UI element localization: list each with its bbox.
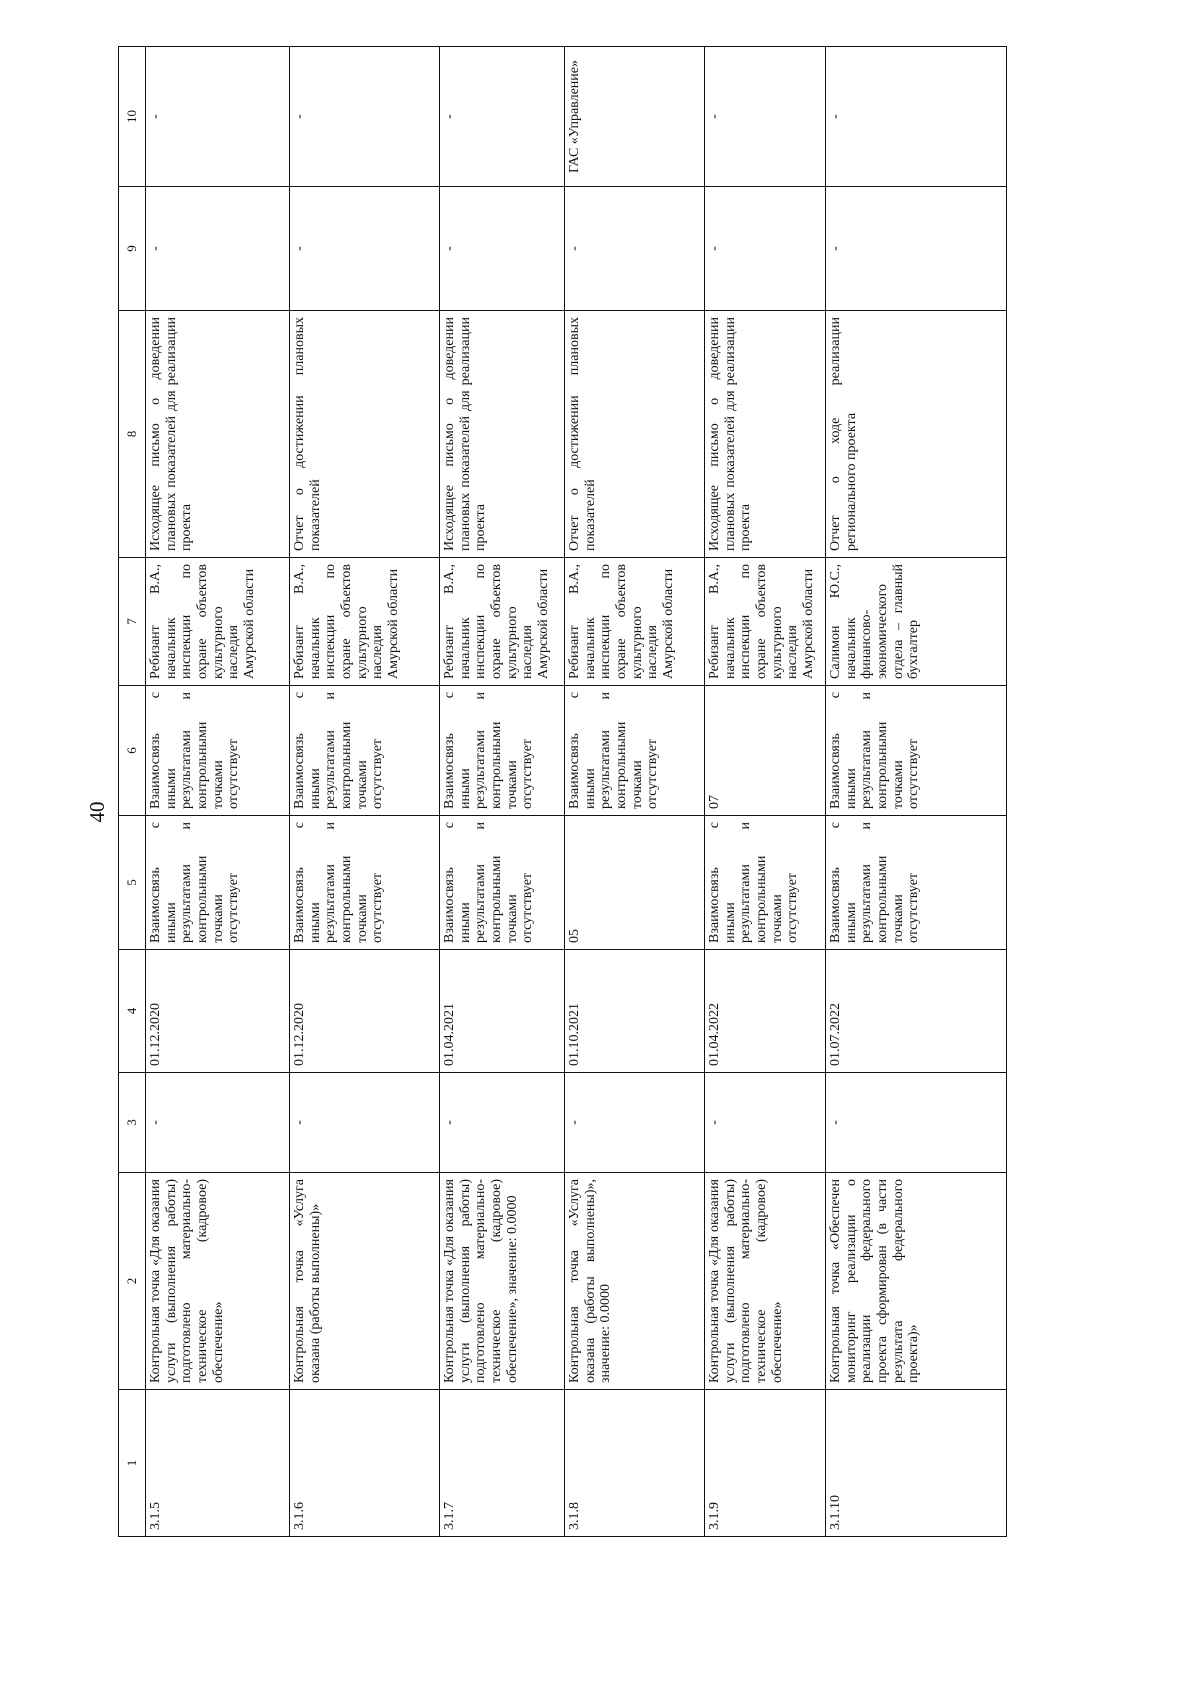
cell-col6: 07 xyxy=(705,686,826,816)
column-number: 1 xyxy=(119,1390,146,1537)
responsible-person: Ребизант В.А., начальник инспекции по охране объектов культурного наследия Амурской области xyxy=(290,558,440,686)
cell-col10: - xyxy=(826,47,1007,187)
cell-col6: Взаимосвязь с иными результатами и контрольными точками отсутствует xyxy=(146,686,290,816)
cell-col3: - xyxy=(146,1073,290,1173)
cell-col3: - xyxy=(705,1073,826,1173)
cell-col6: Взаимосвязь с иными результатами и контрольными точками отсутствует xyxy=(440,686,565,816)
cell-col5: Взаимосвязь с иными результатами и контрольными точками отсутствует xyxy=(826,816,1007,950)
cell-col3: - xyxy=(565,1073,705,1173)
cell-col5: Взаимосвязь с иными результатами и контрольными точками отсутствует xyxy=(440,816,565,950)
table-row xyxy=(290,47,440,1537)
cell-col10: ГАС «Управление» xyxy=(565,47,705,187)
responsible-person: Ребизант В.А., начальник инспекции по охране объектов культурного наследия Амурской области xyxy=(440,558,565,686)
document-type: Исходящее письмо о доведении плановых показателей для реализации проекта xyxy=(705,311,826,558)
cell-col9: - xyxy=(705,187,826,311)
cell-col9: - xyxy=(826,187,1007,311)
column-number: 5 xyxy=(119,816,146,950)
cell-col6: Взаимосвязь с иными результатами и контрольными точками отсутствует xyxy=(290,686,440,816)
column-number: 6 xyxy=(119,686,146,816)
column-number: 9 xyxy=(119,187,146,311)
cell-col10: - xyxy=(440,47,565,187)
row-number: 3.1.10 xyxy=(826,1390,1007,1537)
cell-col10: - xyxy=(290,47,440,187)
column-number: 3 xyxy=(119,1073,146,1173)
control-point-name: Контрольная точка «Обеспечен мониторинг реализации о реализации федерального проекта сформирован (в части результата федерального проекта)» xyxy=(826,1173,1007,1390)
cell-col5: 05 xyxy=(565,816,705,950)
cell-col9: - xyxy=(146,187,290,311)
row-number: 3.1.9 xyxy=(705,1390,826,1537)
document-type: Отчет о достижении плановых показателей xyxy=(565,311,705,558)
cell-col3: - xyxy=(826,1073,1007,1173)
control-point-name: Контрольная точка «Услуга оказана (работы выполнены)» xyxy=(290,1173,440,1390)
page-number: 40 xyxy=(85,801,109,823)
deadline-date: 01.12.2020 xyxy=(290,950,440,1073)
responsible-person: Ребизант В.А., начальник инспекции по охране объектов культурного наследия Амурской области xyxy=(705,558,826,686)
control-point-name: Контрольная точка «Для оказания услуги (выполнения работы) подготовлено материально-техническое (кадровое) обеспечение», значение: 0.0000 xyxy=(440,1173,565,1390)
responsible-person: Салимон Ю.С., начальник финансово-экономического отдела – главный бухгалтер xyxy=(826,558,1007,686)
cell-col9: - xyxy=(565,187,705,311)
control-point-name: Контрольная точка «Услуга оказана (работы выполнены)», значение: 0.0000 xyxy=(565,1173,705,1390)
table-row xyxy=(146,47,290,1537)
table-row xyxy=(705,47,826,1537)
cell-col10: - xyxy=(146,47,290,187)
deadline-date: 01.04.2021 xyxy=(440,950,565,1073)
column-number: 10 xyxy=(119,47,146,187)
cell-col10: - xyxy=(705,47,826,187)
control-points-table xyxy=(118,46,1007,1537)
row-number: 3.1.5 xyxy=(146,1390,290,1537)
column-number: 4 xyxy=(119,950,146,1073)
column-number: 8 xyxy=(119,311,146,558)
document-type: Отчет о ходе реализации регионального проекта xyxy=(826,311,1007,558)
deadline-date: 01.04.2022 xyxy=(705,950,826,1073)
table-row xyxy=(565,47,705,1537)
document-type: Отчет о достижении плановых показателей xyxy=(290,311,440,558)
table-row xyxy=(440,47,565,1537)
cell-col5: Взаимосвязь с иными результатами и контрольными точками отсутствует xyxy=(705,816,826,950)
control-point-name: Контрольная точка «Для оказания услуги (выполнения работы) подготовлено материально-техническое (кадровое) обеспечение» xyxy=(146,1173,290,1390)
document-type: Исходящее письмо о доведении плановых показателей для реализации проекта xyxy=(146,311,290,558)
deadline-date: 01.12.2020 xyxy=(146,950,290,1073)
rotated-table-frame xyxy=(118,47,1006,1537)
cell-col6: Взаимосвязь с иными результатами и контрольными точками отсутствует xyxy=(565,686,705,816)
control-point-name: Контрольная точка «Для оказания услуги (выполнения работы) подготовлено материально-техническое (кадровое) обеспечение» xyxy=(705,1173,826,1390)
deadline-date: 01.07.2022 xyxy=(826,950,1007,1073)
column-number: 2 xyxy=(119,1173,146,1390)
document-type: Исходящее письмо о доведении плановых показателей для реализации проекта xyxy=(440,311,565,558)
cell-col5: Взаимосвязь с иными результатами и контрольными точками отсутствует xyxy=(146,816,290,950)
deadline-date: 01.10.2021 xyxy=(565,950,705,1073)
cell-col3: - xyxy=(290,1073,440,1173)
row-number: 3.1.7 xyxy=(440,1390,565,1537)
row-number: 3.1.6 xyxy=(290,1390,440,1537)
cell-col9: - xyxy=(440,187,565,311)
cell-col5: Взаимосвязь с иными результатами и контрольными точками отсутствует xyxy=(290,816,440,950)
column-number: 7 xyxy=(119,558,146,686)
column-number-row xyxy=(119,47,146,1537)
table-row xyxy=(826,47,1007,1537)
cell-col3: - xyxy=(440,1073,565,1173)
responsible-person: Ребизант В.А., начальник инспекции по охране объектов культурного наследия Амурской области xyxy=(146,558,290,686)
responsible-person: Ребизант В.А., начальник инспекции по охране объектов культурного наследия Амурской области xyxy=(565,558,705,686)
row-number: 3.1.8 xyxy=(565,1390,705,1537)
cell-col6: Взаимосвязь с иными результатами и контрольными точками отсутствует xyxy=(826,686,1007,816)
cell-col9: - xyxy=(290,187,440,311)
